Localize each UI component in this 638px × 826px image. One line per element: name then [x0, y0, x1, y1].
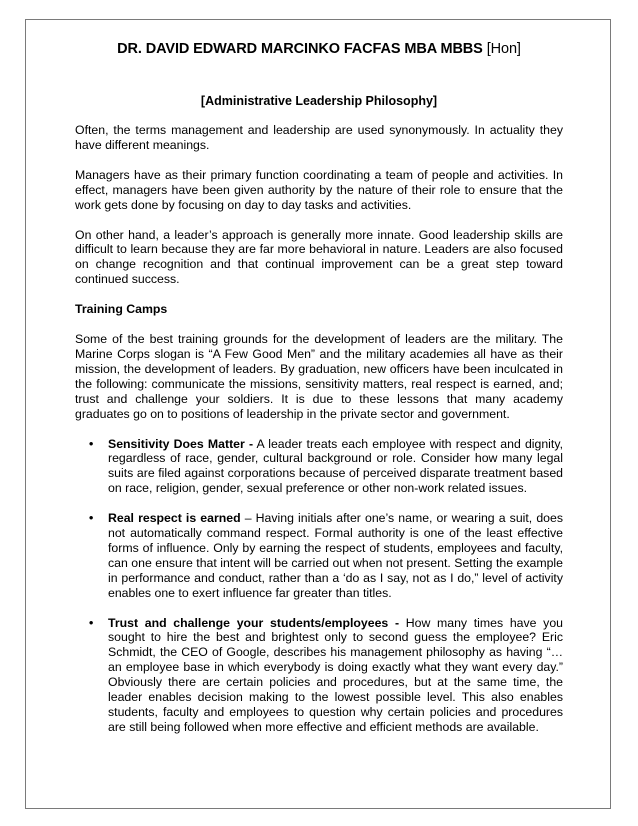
document-body	[75, 40, 563, 750]
paragraph-intro: Often, the terms management and leadership are used synonymously. In actuality they have different meanings.	[75, 123, 563, 152]
section-heading: Training Camps	[75, 302, 168, 317]
paragraph-leaders: On other hand, a leader’s approach is generally more innate. Good leadership skills are difficult to learn because they are far more behavioral in nature. Leaders are also focused on change recognition and that continual improvement can be a great step toward continued success.	[75, 227, 563, 287]
bullet-list	[75, 437, 563, 735]
bullet-item-trust	[75, 616, 563, 735]
bullet-icon: •	[89, 615, 94, 630]
bullet-icon: •	[89, 436, 94, 451]
bullet-text: – Having initials after one’s name, or wearing a suit, does not automatically command respect. Formal authority is one of the least effective forms of influence. Only by earning the respect of students, employees and faculty, can one ensure that intent will be carried out when not present. Setting the example in performance and conduct, rather than a ‘do as I say, not as I do,” level of activity enables one to exert influence far greater than titles.	[108, 511, 563, 600]
author-honorific: [Hon]	[486, 41, 521, 57]
bullet-text: How many times have you sought to hire the best and brightest only to second guess the employee? Eric Schmidt, the CEO of Google, describes his management philosophy as having “… an employee base in which everybody is doing exactly what they want every day.” Obviously there are certain policies and procedures, but at the same time, the leader enables decision making to the lowest possible level. This also enables students, faculty and employees to question why certain policies and procedures are still being followed when more effective and efficient methods are available.	[108, 615, 564, 734]
bullet-lead: Trust and challenge your students/employees -	[108, 615, 400, 630]
author-name: DR. DAVID EDWARD MARCINKO FACFAS MBA MBBS	[117, 41, 483, 57]
bullet-item-respect	[75, 511, 563, 600]
section-intro-paragraph: Some of the best training grounds for the development of leaders are the military. The Marine Corps slogan is “A Few Good Men” and the military academies all have as their mission, the development of leaders. By graduation, new officers have been inculcated in the following: communicate the missions, sensitivity matters, real respect is earned, and; trust and challenge your soldiers. It is due to these lessons that many academy graduates go on to positions of leadership in the private sector and government.	[75, 332, 563, 421]
paragraph-managers: Managers have as their primary function coordinating a team of people and activities. In effect, managers have been given authority by the nature of their role to ensure that the work gets done by focusing on day to day tasks and activities.	[75, 167, 563, 212]
document-header	[75, 40, 563, 58]
bullet-lead: Sensitivity Does Matter -	[108, 436, 254, 451]
bullet-icon: •	[89, 511, 94, 526]
document-subtitle: [Administrative Leadership Philosophy]	[200, 94, 438, 108]
bullet-lead: Real respect is earned	[108, 511, 241, 526]
bullet-item-sensitivity	[75, 437, 563, 497]
bullet-text: A leader treats each employee with respect and dignity, regardless of race, gender, cultural background or role. Consider how many legal suits are filed against corporations because of perceived disparate treatment based on race, religion, gender, sexual preference or other non-work related issues.	[108, 436, 563, 496]
